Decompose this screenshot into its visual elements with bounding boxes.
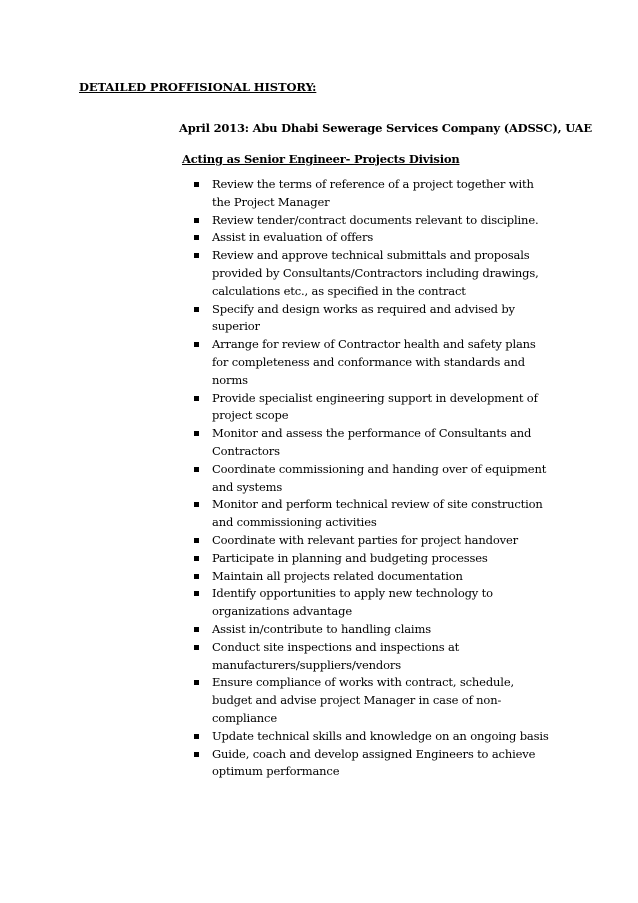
duty-item (179, 621, 552, 639)
square-bullet-icon (194, 591, 199, 596)
square-bullet-icon (194, 431, 199, 436)
duty-text: Specify and design works as required and advised by superior (212, 301, 515, 334)
duty-text: Provide specialist engineering support in development of project scope (212, 390, 538, 423)
square-bullet-icon (194, 574, 199, 579)
duty-text: Monitor and perform technical review of site construction and commissioning activities (212, 497, 543, 530)
duty-item (179, 674, 552, 727)
duty-text: Assist in/contribute to handling claims (212, 621, 431, 636)
square-bullet-icon (194, 556, 199, 561)
square-bullet-icon (194, 627, 199, 632)
duty-item (179, 639, 552, 675)
duty-item (179, 568, 552, 586)
duty-item (179, 336, 552, 389)
square-bullet-icon (194, 645, 199, 650)
duty-text: Review the terms of reference of a project together with the Project Manager (212, 177, 534, 209)
duties-list (179, 176, 579, 781)
duty-text: Conduct site inspections and inspections at manufacturers/suppliers/vendors (212, 639, 460, 672)
duty-item (179, 212, 552, 230)
square-bullet-icon (194, 467, 199, 472)
job-entry (179, 121, 592, 781)
duty-item (179, 532, 552, 550)
duty-item (179, 247, 552, 300)
job-title: April 2013: Abu Dhabi Sewerage Services Company (ADSSC), UAE (179, 121, 592, 135)
duty-text: Ensure compliance of works with contract, schedule, budget and advise project Manager in case of non-compliance (212, 675, 514, 725)
duty-item (179, 746, 552, 782)
duty-text: Coordinate with relevant parties for project handover (212, 532, 518, 547)
square-bullet-icon (194, 396, 199, 401)
square-bullet-icon (194, 342, 199, 347)
square-bullet-icon (194, 307, 199, 312)
duty-item (179, 301, 552, 337)
duty-text: Maintain all projects related documentation (212, 568, 463, 583)
role-title: Acting as Senior Engineer- Projects Division (182, 152, 460, 166)
duty-item (179, 728, 552, 746)
square-bullet-icon (194, 680, 199, 685)
duty-text: Review tender/contract documents relevant to discipline. (212, 212, 539, 227)
duty-text: Participate in planning and budgeting processes (212, 550, 488, 565)
duty-item (179, 461, 552, 497)
section-heading: DETAILED PROFFISIONAL HISTORY: (79, 80, 317, 94)
duty-text: Guide, coach and develop assigned Engineers to achieve optimum performance (212, 746, 536, 779)
duty-item (179, 425, 552, 461)
duty-text: Identify opportunities to apply new technology to organizations advantage (212, 586, 493, 619)
duty-item (179, 176, 552, 212)
duty-text: Arrange for review of Contractor health and safety plans for completeness and conformance with standards and norms (212, 337, 536, 387)
square-bullet-icon (194, 752, 199, 757)
square-bullet-icon (194, 182, 199, 187)
duty-text: Review and approve technical submittals and proposals provided by Consultants/Contractors including drawings, calculations etc., as specified in the contract (212, 248, 539, 298)
duty-item (179, 229, 552, 247)
duty-text: Update technical skills and knowledge on an ongoing basis (212, 728, 549, 743)
square-bullet-icon (194, 253, 199, 258)
duty-text: Monitor and assess the performance of Consultants and Contractors (212, 426, 532, 458)
duty-item (179, 390, 552, 426)
duty-item (179, 496, 552, 532)
square-bullet-icon (194, 235, 199, 240)
duty-text: Coordinate commissioning and handing over of equipment and systems (212, 461, 547, 494)
square-bullet-icon (194, 502, 199, 507)
duty-item (179, 585, 552, 621)
square-bullet-icon (194, 538, 199, 543)
duty-item (179, 550, 552, 568)
square-bullet-icon (194, 218, 199, 223)
duty-text: Assist in evaluation of offers (212, 230, 374, 245)
square-bullet-icon (194, 734, 199, 739)
